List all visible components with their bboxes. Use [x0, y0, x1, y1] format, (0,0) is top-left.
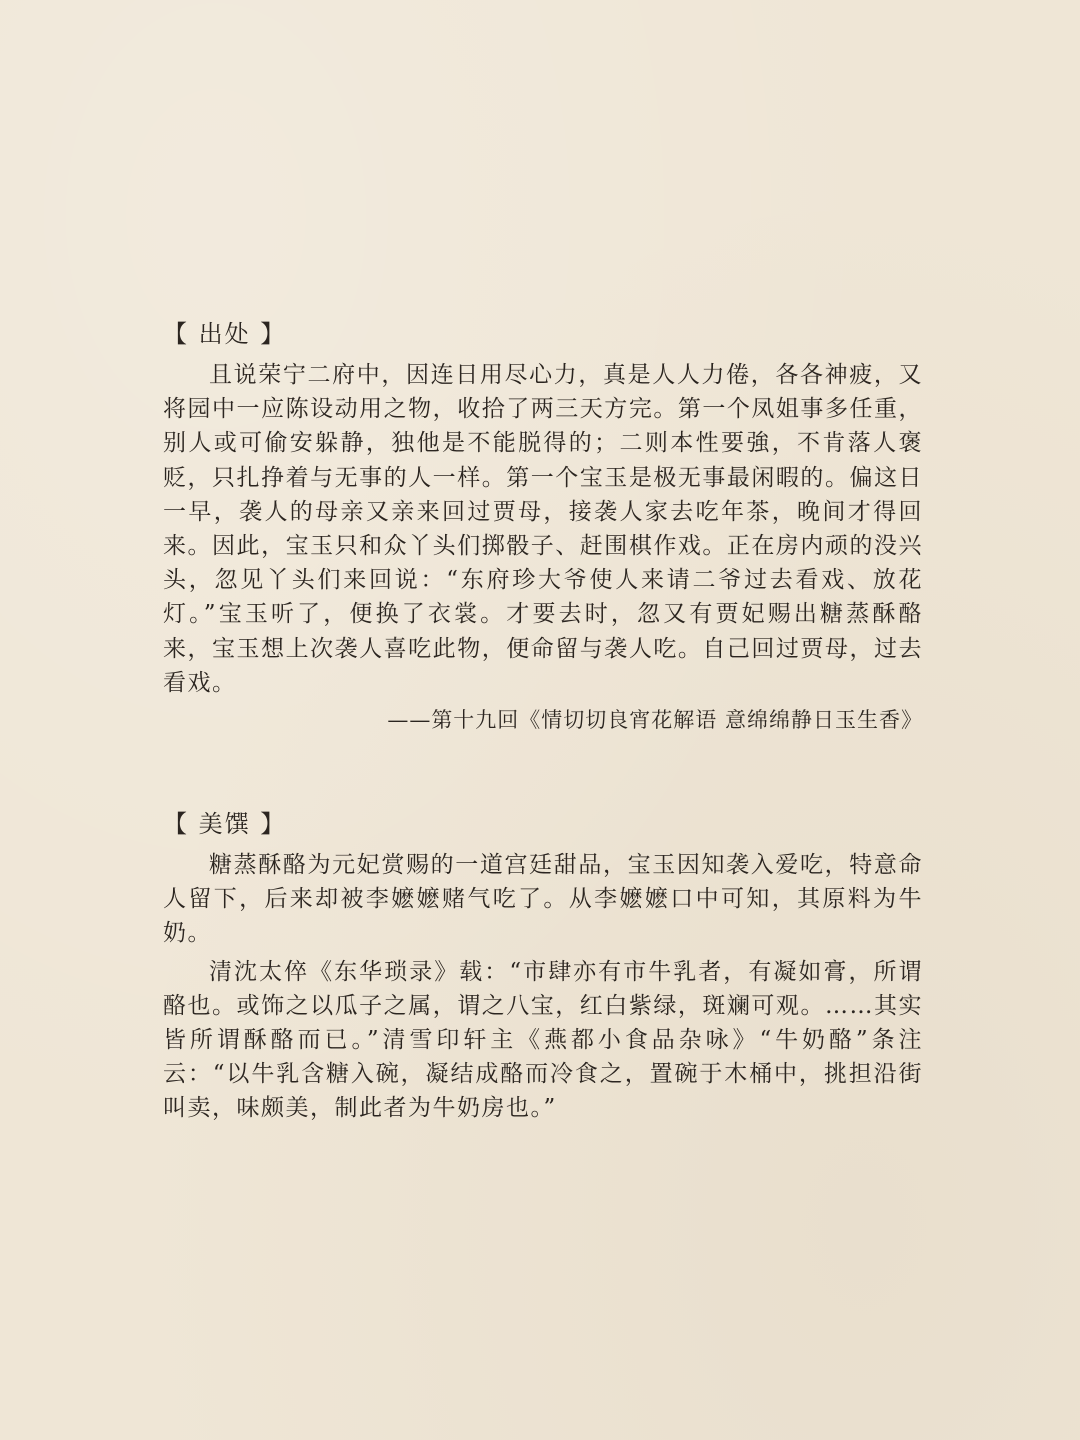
source-paragraph: 且说荣宁二府中，因连日用尽心力，真是人人力倦，各各神疲，又将园中一应陈设动用之物，收拾了两三天方完。第一个凤姐事多任重，别人或可偷安躲静，独他是不能脱得的；二则本性要強，不肯落人褒贬，只扎挣着与无事的人一样。第一个宝玉是极无事最闲暇的。偏这日一早，袭人的母亲又亲来回过贾母，接袭人家去吃年茶，晚间才得回来。因此，宝玉只和众丫头们掷骰子、赶围棋作戏。正在房内顽的没兴头，忽见丫头们来回说：“东府珍大爷使人来请二爷过去看戏、放花灯。”宝玉听了，便换了衣裳。才要去时，忽又有贾妃赐出糖蒸酥酪来，宝玉想上次袭人喜吃此物，便命留与袭人吃。自己回过贾母，过去看戏。 — [163, 362, 923, 696]
source-citation: ——第十九回《情切切良宵花解语 意绵绵静日玉生香》 — [387, 708, 923, 733]
food-section — [163, 806, 923, 1126]
source-section — [163, 316, 923, 736]
food-paragraph-2: 清沈太倅《东华琐录》载：“市肆亦有市牛乳者，有凝如膏，所谓酪也。或饰之以瓜子之属，谓之八宝，红白紫绿，斑斓可观。……其实皆所谓酥酪而已。”清雪印轩主《燕都小食品杂咏》“牛奶酪”条注云：“以牛乳含糖入碗，凝结成酪而冷食之，置碗于木桶中，挑担沿街叫卖，味颇美，制此者为牛奶房也。” — [163, 958, 923, 1122]
food-paragraph-1: 糖蒸酥酪为元妃赏赐的一道宫廷甜品，宝玉因知袭入爱吃，特意命人留下，后来却被李嬷嬷赌气吃了。从李嬷嬷口中可知，其原料为牛奶。 — [163, 852, 923, 947]
source-heading: 【 出处 】 — [163, 320, 287, 348]
food-heading: 【 美馔 】 — [163, 810, 287, 838]
